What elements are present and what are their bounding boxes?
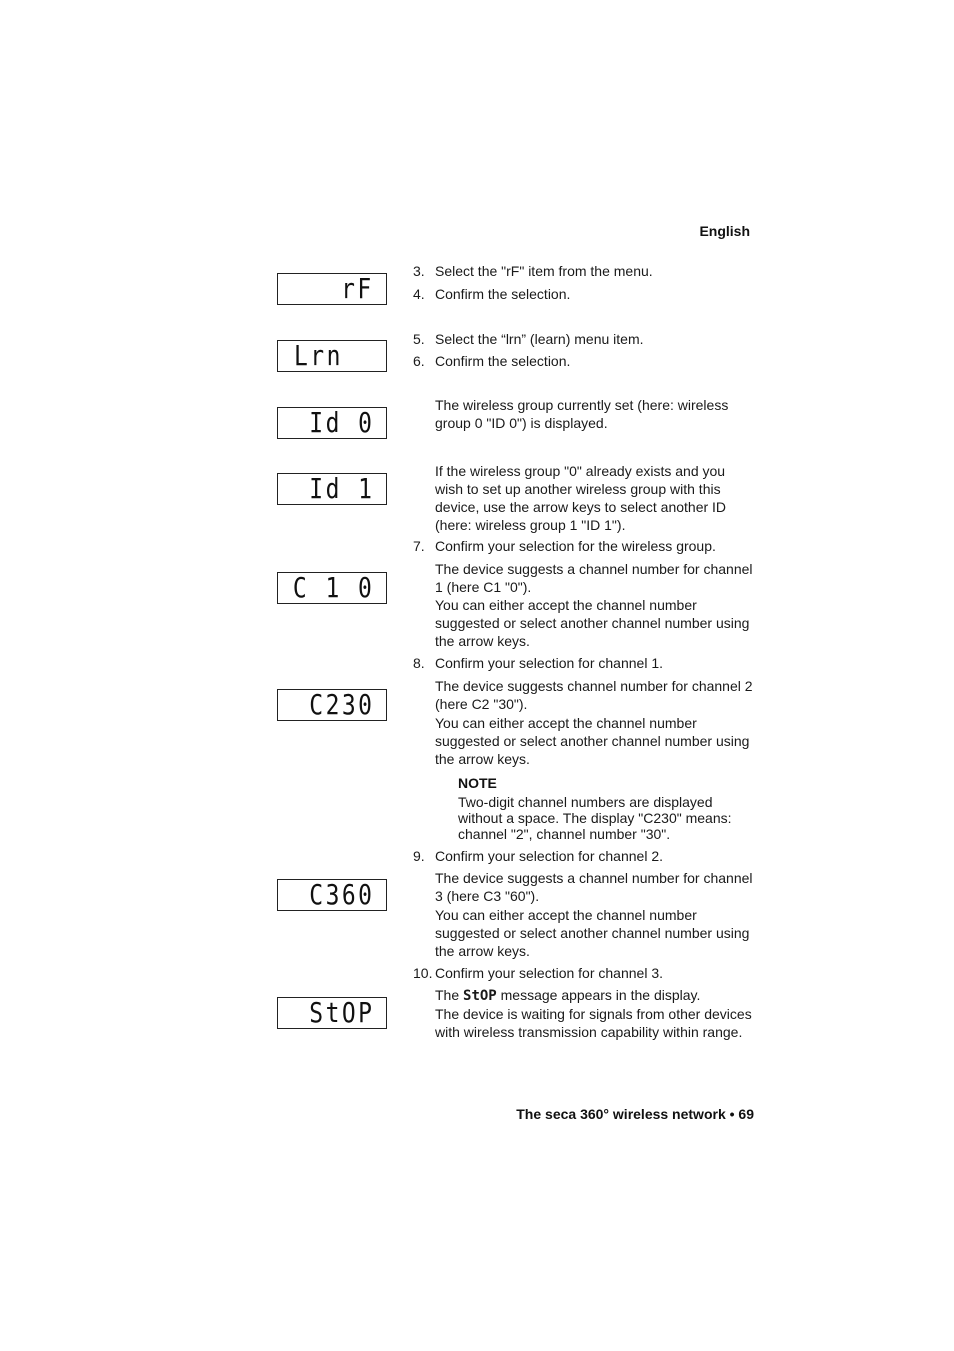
step-text: Confirm the selection. [435, 286, 571, 302]
paragraph-stop-message [435, 986, 753, 1005]
step-number: 7. [413, 538, 425, 554]
lcd-display-lrn [277, 340, 387, 372]
paragraph-waiting: The device is waiting for signals from other devices with wireless transmission capability within range. [435, 1006, 752, 1040]
page-language-label: English [699, 223, 750, 239]
step-text: Confirm your selection for channel 3. [435, 965, 663, 981]
lcd-display-text: C360 [308, 878, 374, 911]
step-text: Confirm the selection. [435, 353, 571, 369]
lcd-display-c230 [277, 689, 387, 721]
step-number: 8. [413, 655, 425, 671]
step-text: Confirm your selection for channel 2. [435, 848, 663, 864]
step-number: 9. [413, 848, 425, 864]
note-body: Two-digit channel numbers are displayed without a space. The display "C230" means: channel "2", channel number "30". [458, 794, 732, 842]
stop-display-word: StOP [463, 988, 497, 1004]
lcd-display-id0 [277, 407, 387, 439]
stop-message-suffix: message appears in the display. [496, 987, 701, 1003]
lcd-display-text: Lrn [294, 339, 343, 372]
paragraph-ch1-accept: You can either accept the channel number suggested or select another channel number using the arrow keys. [435, 597, 750, 649]
paragraph-group-exists: If the wireless group "0" already exists and you wish to set up another wireless group with this device, use the arrow keys to select another ID (here: wireless group 1 "ID 1"). [435, 463, 727, 533]
step-text: Confirm your selection for the wireless group. [435, 538, 716, 554]
paragraph-ch3-accept: You can either accept the channel number suggested or select another channel number using the arrow keys. [435, 907, 750, 959]
step-number: 5. [413, 331, 425, 347]
step-text: Confirm your selection for channel 1. [435, 655, 663, 671]
step-text: Select the "rF" item from the menu. [435, 263, 653, 279]
note-title: NOTE [458, 775, 497, 791]
lcd-display-stop [277, 997, 387, 1029]
lcd-display-text: StOP [308, 996, 374, 1029]
paragraph-group-current: The wireless group currently set (here: wireless group 0 "ID 0") is displayed. [435, 397, 729, 431]
step-number: 4. [413, 286, 425, 302]
stop-message-prefix: The [435, 987, 464, 1003]
page-footer: The seca 360° wireless network • 69 [516, 1106, 754, 1122]
lcd-display-text: rF [341, 272, 374, 305]
lcd-display-text: Id 1 [308, 472, 374, 505]
lcd-display-rf [277, 273, 387, 305]
lcd-display-text: Id 0 [308, 406, 374, 439]
step-text: Select the “lrn” (learn) menu item. [435, 331, 644, 347]
lcd-display-c360 [277, 879, 387, 911]
paragraph-ch2-accept: You can either accept the channel number suggested or select another channel number using the arrow keys. [435, 715, 750, 767]
lcd-display-text: C 1 0 [292, 571, 374, 604]
step-number: 3. [413, 263, 425, 279]
lcd-display-id1 [277, 473, 387, 505]
paragraph-ch1-suggest: The device suggests a channel number for channel 1 (here C1 "0"). [435, 561, 753, 595]
lcd-display-text: C230 [308, 688, 374, 721]
step-number: 10. [413, 965, 433, 981]
paragraph-ch2-suggest: The device suggests channel number for channel 2 (here C2 "30"). [435, 678, 753, 712]
paragraph-ch3-suggest: The device suggests a channel number for channel 3 (here C3 "60"). [435, 870, 753, 904]
step-number: 6. [413, 353, 425, 369]
lcd-display-c10 [277, 572, 387, 604]
